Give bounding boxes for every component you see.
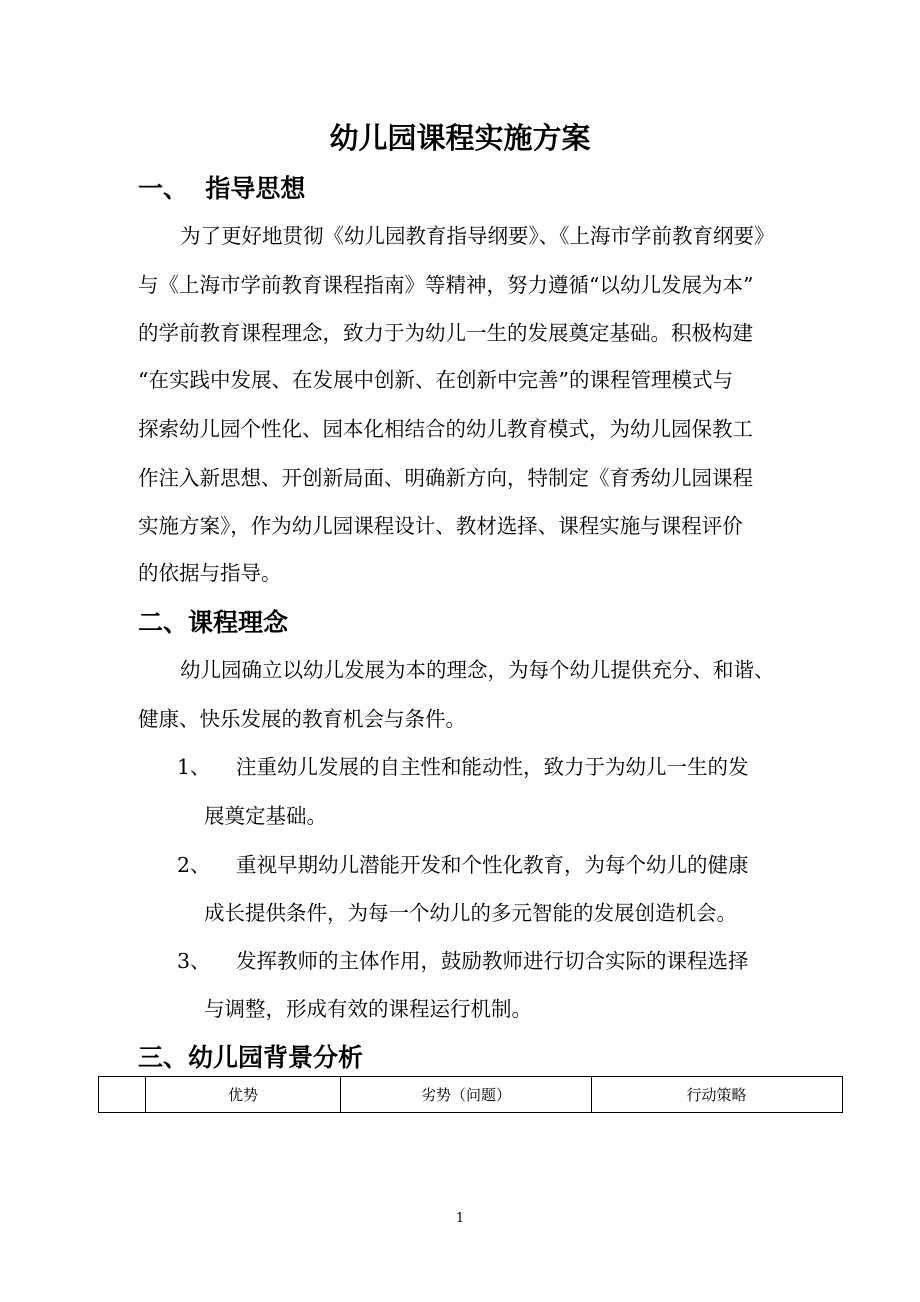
section1-line: 实施方案》，作为幼儿园课程设计、教材选择、课程实施与课程评价 <box>138 514 743 538</box>
list-item-text: 发挥教师的主体作用，鼓励教师进行切合实际的课程选择 <box>236 949 749 973</box>
list-item-continuation: 展奠定基础。 <box>204 804 327 828</box>
list-item-continuation: 成长提供条件，为每一个幼儿的多元智能的发展创造机会。 <box>204 901 737 925</box>
section1-line: 探索幼儿园个性化、园本化相结合的幼儿教育模式，为幼儿园保教工 <box>138 417 753 441</box>
background-analysis-table <box>98 1076 843 1113</box>
list-item-text: 注重幼儿发展的自主性和能动性，致力于为幼儿一生的发 <box>236 755 749 779</box>
list-item-number: 1、 <box>177 755 211 779</box>
list-item-number: 3、 <box>177 949 211 973</box>
section2-heading: 二、课程理念 <box>138 608 289 637</box>
section1-heading: 一、 指导思想 <box>138 174 306 203</box>
table-header-cell: 行动策略 <box>591 1077 841 1112</box>
section1-line: 与《上海市学前教育课程指南》等精神，努力遵循“以幼儿发展为本” <box>138 273 754 297</box>
document-title: 幼儿园课程实施方案 <box>329 121 591 155</box>
list-item-continuation: 与调整，形成有效的课程运行机制。 <box>204 997 532 1021</box>
section2-line: 健康、快乐发展的教育机会与条件。 <box>138 707 466 731</box>
list-item-text: 重视早期幼儿潜能开发和个性化教育，为每个幼儿的健康 <box>236 853 749 877</box>
section2-line: 幼儿园确立以幼儿发展为本的理念，为每个幼儿提供充分、和谐、 <box>180 658 775 682</box>
section3-heading: 三、幼儿园背景分析 <box>138 1043 364 1072</box>
section1-line: 的依据与指导。 <box>138 561 282 585</box>
section1-line: 的学前教育课程理念，致力于为幼儿一生的发展奠定基础。积极构建 <box>138 321 753 345</box>
section1-line: “在实践中发展、在发展中创新、在创新中完善”的课程管理模式与 <box>138 368 733 392</box>
table-header-cell: 劣势（问题） <box>340 1077 591 1112</box>
page-number: 1 <box>455 1211 465 1226</box>
list-item-number: 2、 <box>177 853 211 877</box>
table-header-cell <box>99 1077 145 1112</box>
section1-line: 为了更好地贯彻《幼儿园教育指导纲要》、《上海市学前教育纲要》 <box>180 224 775 248</box>
section1-line: 作注入新思想、开创新局面、明确新方向，特制定《育秀幼儿园课程 <box>138 466 753 490</box>
table-header-cell: 优势 <box>145 1077 340 1112</box>
